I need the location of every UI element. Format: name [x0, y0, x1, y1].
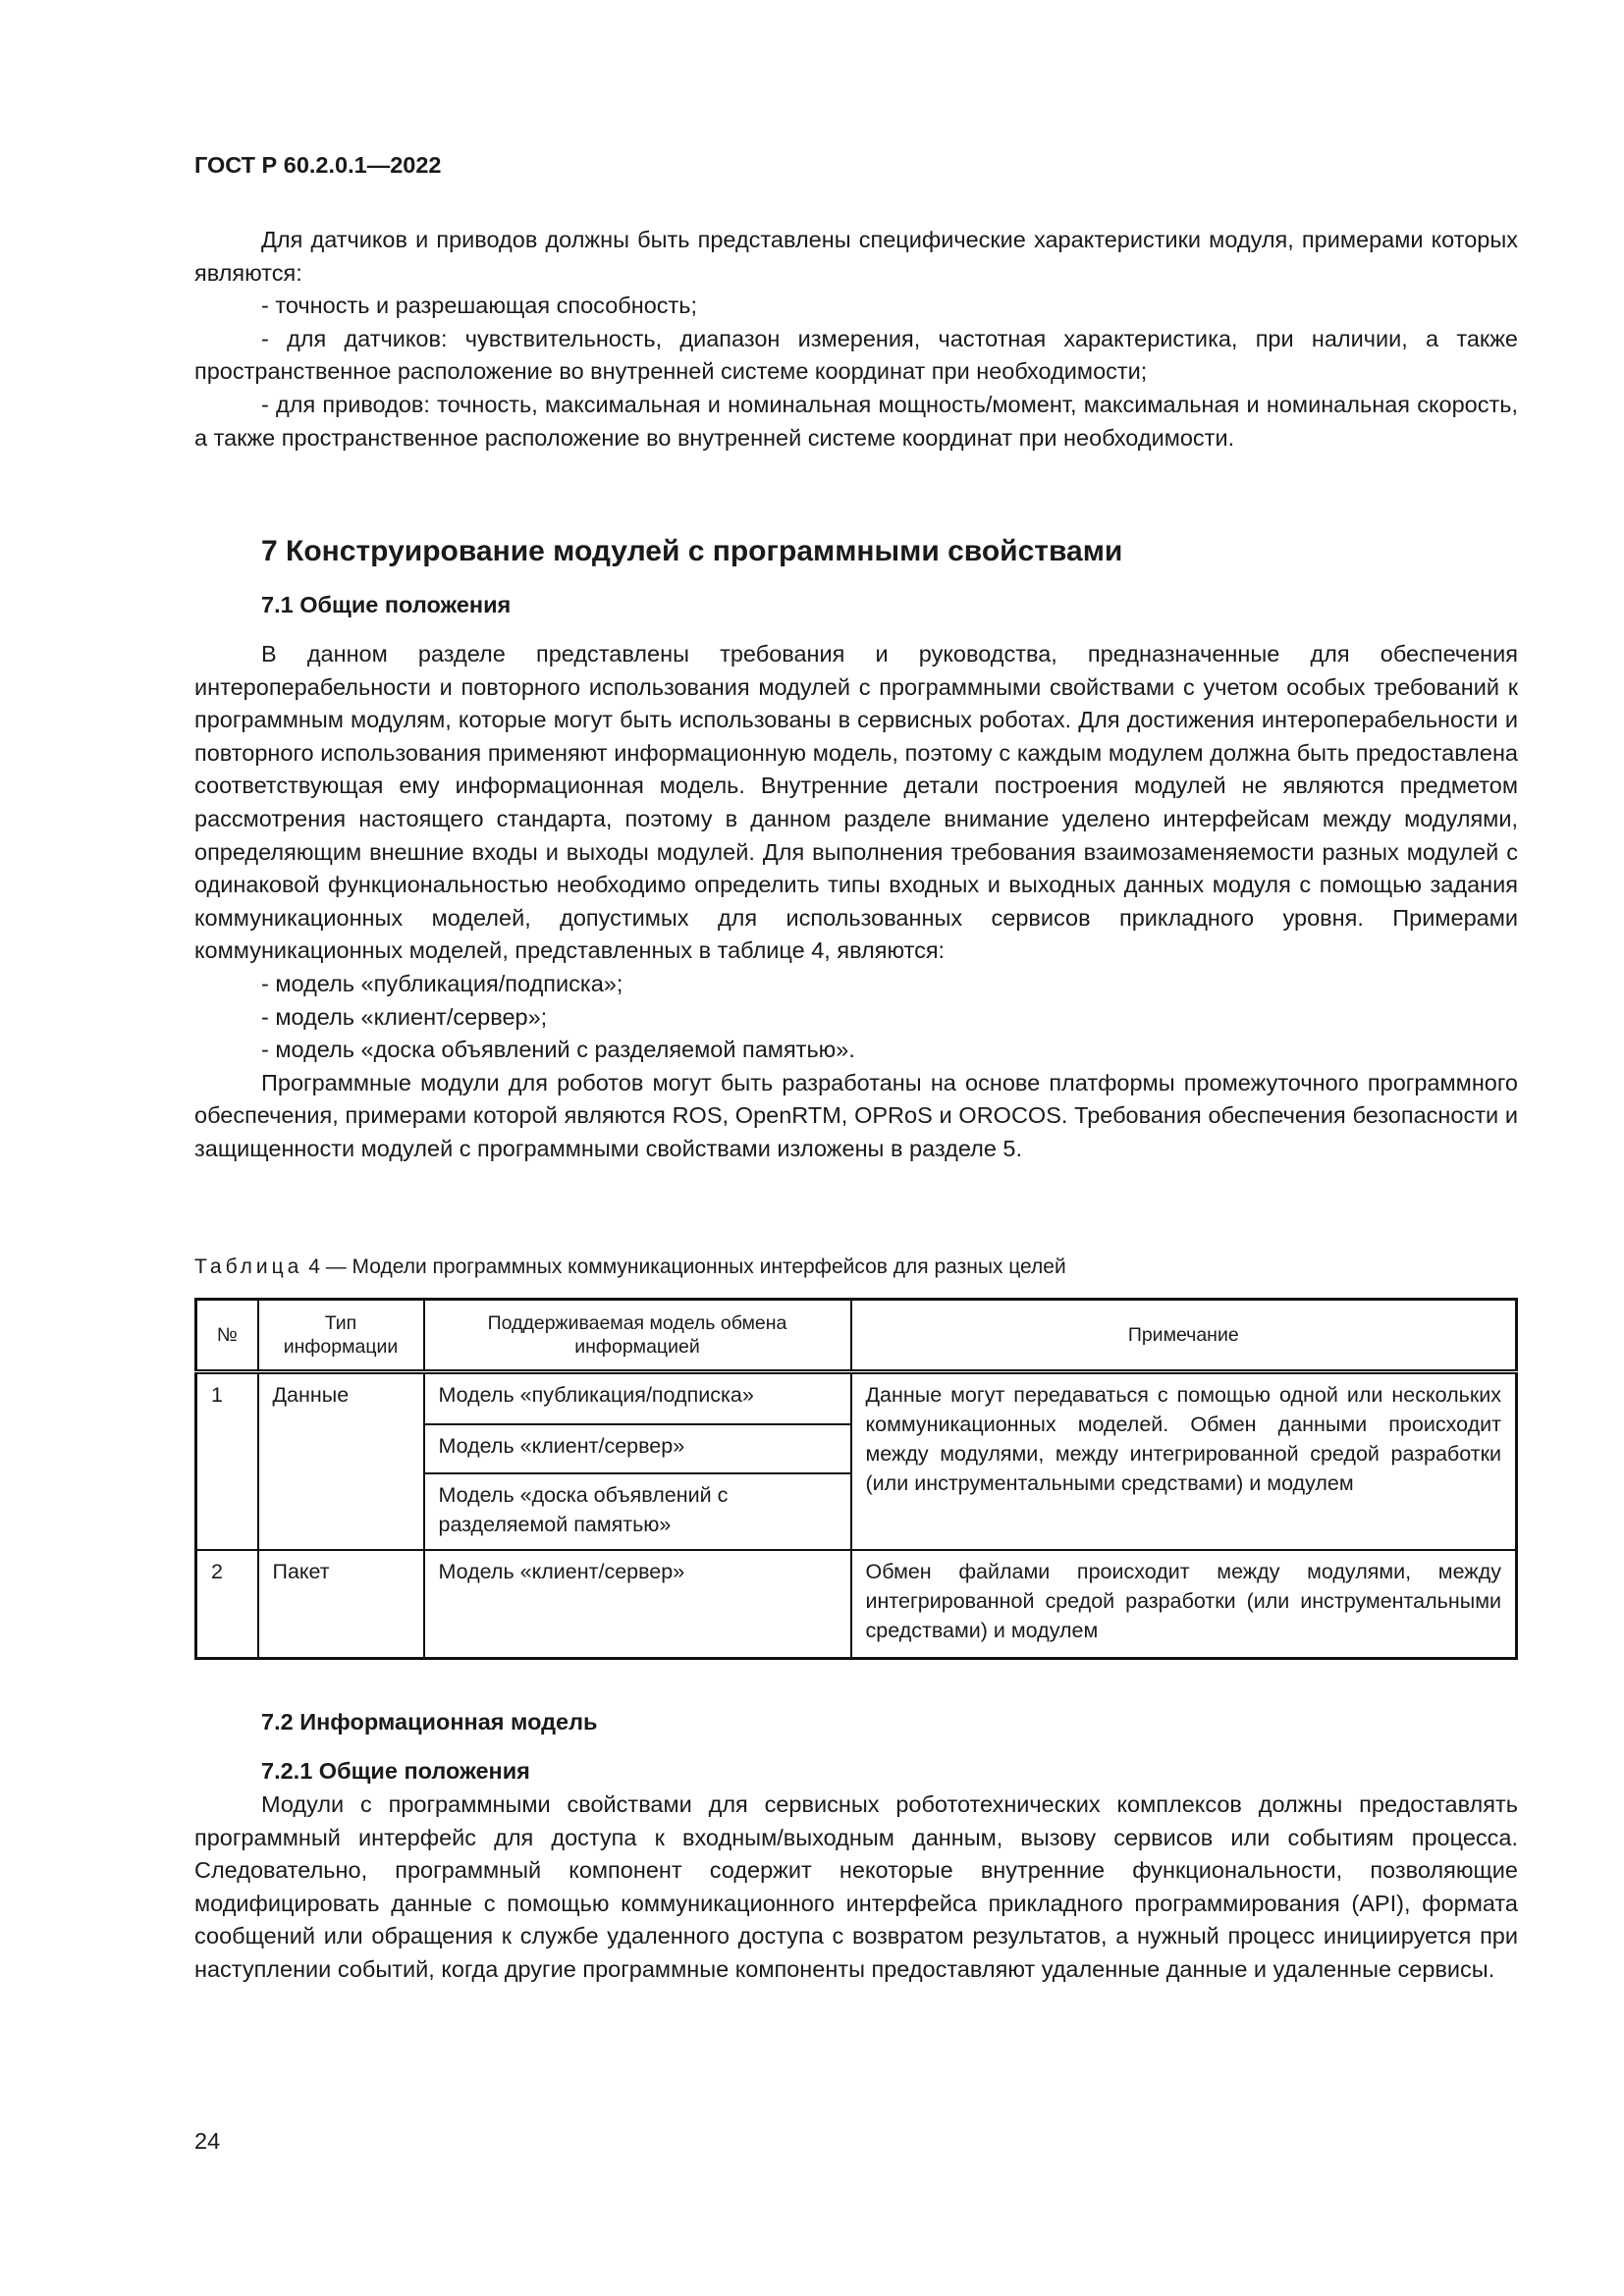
row-number: 2	[196, 1550, 258, 1659]
paragraph: Модули с программными свойствами для сервисных робототехнических комплексов должны предоставлять программный интерфейс для доступа к входным/выходным данным, вызову сервисов или событиям процесса. Следовательно, программный компонент содержит некоторые внутренние функциональности, позволяющие модифицировать данные с помощью коммуникационного интерфейса прикладного программирования (API), формата сообщений или обращения к службе удаленного доступа с возвратом результатов, а нужный процесс инициируется при наступлении событий, когда другие программные компоненты предоставляют удаленные данные и удаленные сервисы.	[194, 1791, 1518, 1982]
table-row	[196, 1372, 1517, 1425]
list-item: - точность и разрешающая способность;	[261, 293, 698, 319]
document-id: ГОСТ Р 60.2.0.1—2022	[194, 152, 442, 178]
exchange-model: Модель «доска объявлений с разделяемой памятью»	[424, 1473, 851, 1550]
list-item: - модель «публикация/подписка»;	[261, 970, 623, 996]
exchange-model: Модель «клиент/сервер»	[424, 1424, 851, 1473]
note: Данные могут передаваться с помощью одной или нескольких коммуникационных моделей. Обмен данными происходит между модулями, между интегрированной средой разработки (или инструментальными средствами) и модулем	[851, 1372, 1517, 1551]
column-header: №	[196, 1300, 258, 1372]
list-item: - модель «клиент/сервер»;	[261, 1003, 548, 1030]
table-caption-text: 4 — Модели программных коммуникационных интерфейсов для разных целей	[308, 1255, 1066, 1278]
table-caption	[194, 1255, 1518, 1279]
section-7-1-heading: 7.1 Общие положения	[261, 592, 512, 617]
paragraph: В данном разделе представлены требования и руководства, предназначенные для обеспечения интероперабельности и повторного использования модулей с программными свойствами с учетом особых требований к программным модулям, которые могут быть использованы в сервисных роботах. Для достижения интероперабельности и повторного использования применяют информационную модель, поэтому с каждым модулем должна быть предоставлена соответствующая ему информационная модель. Внутренние детали построения модулей не являются предметом рассмотрения настоящего стандарта, поэтому в данном разделе внимание уделено интерфейсам между модулями, определяющим внешние входы и выходы модулей. Для выполнения требования взаимозаменяемости разных модулей с одинаковой функциональностью необходимо определить типы входных и выходных данных модуля с помощью задания коммуникационных моделей, допустимых для использованных сервисов прикладного уровня. Примерами коммуникационных моделей, представленных в таблице 4, являются:	[194, 641, 1518, 964]
info-type: Пакет	[258, 1550, 424, 1659]
note: Обмен файлами происходит между модулями, между интегрированной средой разработки (или инструментальными средствами) и модулем	[851, 1550, 1517, 1659]
section-7-2-1-body	[194, 1789, 1518, 1987]
row-number: 1	[196, 1372, 258, 1551]
page-number: 24	[194, 2128, 221, 2154]
section-7-2-heading: 7.2 Информационная модель	[261, 1709, 598, 1735]
table-row	[196, 1550, 1517, 1659]
section-7-heading: 7 Конструирование модулей с программными свойствами	[261, 535, 1123, 567]
table-4	[194, 1298, 1518, 1660]
section-7-1-body	[194, 638, 1518, 1166]
exchange-model: Модель «клиент/сервер»	[424, 1550, 851, 1659]
paragraph: Для датчиков и приводов должны быть представлены специфические характеристики модуля, примерами которых являются:	[194, 227, 1518, 286]
exchange-model: Модель «публикация/подписка»	[424, 1372, 851, 1425]
table-header-row	[196, 1300, 1517, 1372]
list-item: - для приводов: точность, максимальная и номинальная мощность/момент, максимальная и номинальная скорость, а также пространственное расположение во внутренней системе координат при необходимости.	[194, 391, 1518, 451]
table-caption-label: Таблица	[194, 1255, 303, 1278]
intro-block	[194, 224, 1518, 454]
column-header: Примечание	[851, 1300, 1517, 1372]
list-item: - модель «доска объявлений с разделяемой памятью».	[261, 1037, 855, 1063]
info-type: Данные	[258, 1372, 424, 1551]
column-header: Тип информации	[258, 1300, 424, 1372]
list-item: - для датчиков: чувствительность, диапазон измерения, частотная характеристика, при наличии, а также пространственное расположение во внутренней системе координат при необходимости;	[194, 325, 1518, 385]
paragraph: Программные модули для роботов могут быть разработаны на основе платформы промежуточного программного обеспечения, примерами которой являются ROS, OpenRTM, OPRoS и OROCOS. Требования обеспечения безопасности и защищенности модулей с программными свойствами изложены в разделе 5.	[194, 1069, 1518, 1161]
column-header: Поддерживаемая модель обмена информацией	[424, 1300, 851, 1372]
section-7-2-1-heading: 7.2.1 Общие положения	[261, 1758, 530, 1784]
